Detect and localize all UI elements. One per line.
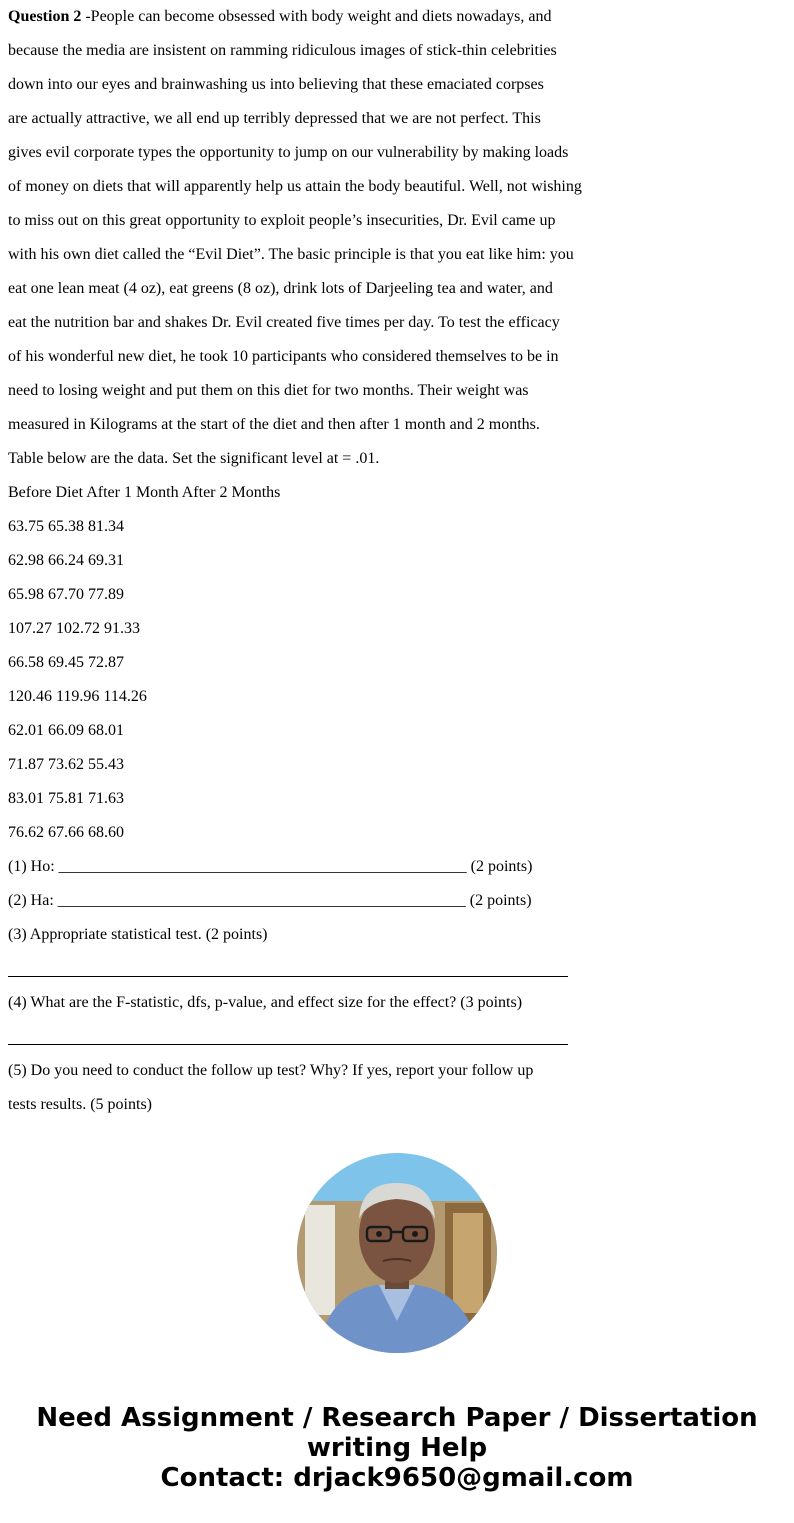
table-row: 63.75 65.38 81.34 <box>8 518 124 535</box>
prompt-fstat: (4) What are the F-statistic, dfs, p-value, and effect size for the effect? (3 points) <box>8 994 523 1011</box>
prompt-ho: (1) Ho: ___________________________________________________ (2 points) <box>8 858 533 875</box>
question-text-line: of money on diets that will apparently help us attain the body beautiful. Well, not wishing <box>8 178 582 195</box>
answer-line <box>8 952 788 986</box>
prompt-test: (3) Appropriate statistical test. (2 points) <box>8 926 268 943</box>
question-text-line: eat the nutrition bar and shakes Dr. Evil created five times per day. To test the efficacy <box>8 314 560 331</box>
question-text-line: with his own diet called the “Evil Diet”. The basic principle is that you eat like him: you <box>8 246 574 263</box>
table-row: 83.01 75.81 71.63 <box>8 790 124 807</box>
avatar <box>297 1153 497 1353</box>
question-text-line: gives evil corporate types the opportunity to jump on our vulnerability by making loads <box>8 144 569 161</box>
table-row: 65.98 67.70 77.89 <box>8 586 124 603</box>
question-text-line: are actually attractive, we all end up terribly depressed that we are not perfect. This <box>8 110 541 127</box>
document-body <box>8 0 788 1122</box>
answer-rule <box>8 1044 568 1045</box>
prompt-ha: (2) Ha: ___________________________________________________ (2 points) <box>8 892 532 909</box>
table-row: 66.58 69.45 72.87 <box>8 654 124 671</box>
table-header: Before Diet After 1 Month After 2 Months <box>8 484 281 501</box>
question-intro-line <box>8 0 788 34</box>
prompt-followup-cont: tests results. (5 points) <box>8 1096 152 1113</box>
question-label: Question 2 <box>8 8 82 25</box>
advert-line-2: writing Help <box>306 1433 488 1463</box>
prompt-followup: (5) Do you need to conduct the follow up test? Why? If yes, report your follow up <box>8 1062 534 1079</box>
answer-line <box>8 1020 788 1054</box>
table-row: 76.62 67.66 68.60 <box>8 824 124 841</box>
table-row: 71.87 73.62 55.43 <box>8 756 124 773</box>
avatar-portrait-image <box>297 1153 497 1353</box>
question-text-line: to miss out on this great opportunity to exploit people’s insecurities, Dr. Evil came up <box>8 212 556 229</box>
table-row: 120.46 119.96 114.26 <box>8 688 147 705</box>
advert-contact: Contact: drjack9650@gmail.com <box>160 1463 634 1493</box>
question-text-line: -People can become obsessed with body weight and diets nowadays, and <box>85 8 552 25</box>
question-text-line: measured in Kilograms at the start of the diet and then after 1 month and 2 months. <box>8 416 540 433</box>
question-text-line: need to losing weight and put them on this diet for two months. Their weight was <box>8 382 529 399</box>
answer-rule <box>8 976 568 977</box>
table-row: 62.98 66.24 69.31 <box>8 552 124 569</box>
advert-line-1: Need Assignment / Research Paper / Dissertation <box>36 1403 758 1433</box>
table-row: 107.27 102.72 91.33 <box>8 620 140 637</box>
question-text-line: Table below are the data. Set the significant level at = .01. <box>8 450 380 467</box>
table-row: 62.01 66.09 68.01 <box>8 722 124 739</box>
question-text-line: because the media are insistent on ramming ridiculous images of stick-thin celebrities <box>8 42 557 59</box>
question-text-line: of his wonderful new diet, he took 10 participants who considered themselves to be in <box>8 348 559 365</box>
question-text-line: down into our eyes and brainwashing us into believing that these emaciated corpses <box>8 76 544 93</box>
question-text-line: eat one lean meat (4 oz), eat greens (8 oz), drink lots of Darjeeling tea and water, and <box>8 280 553 297</box>
advert-banner <box>0 1403 794 1493</box>
